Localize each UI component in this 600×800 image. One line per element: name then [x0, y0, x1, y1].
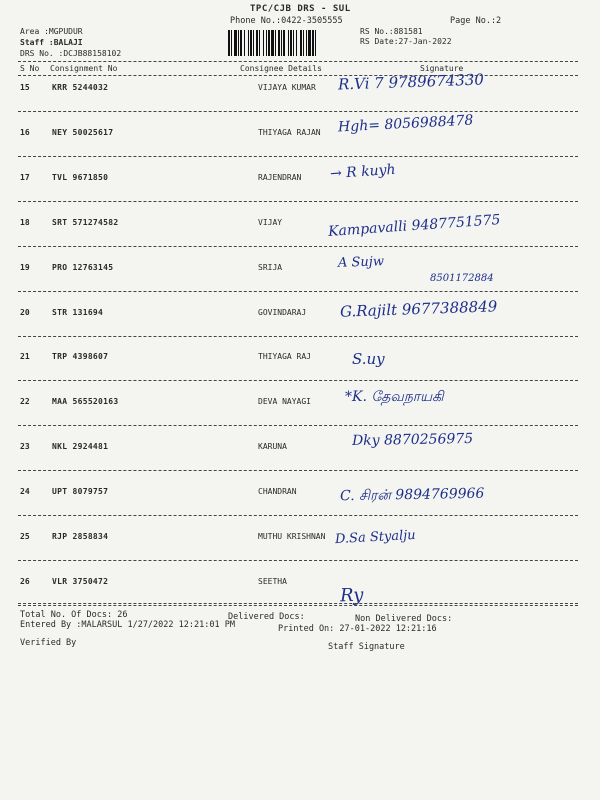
- handwritten-signature: *K. தேவநாயகி: [345, 389, 444, 406]
- divider: [18, 470, 578, 471]
- consignment-number: UPT 8079757: [52, 487, 109, 497]
- table-row: [0, 296, 600, 328]
- column-header-consignee: Consignee Details: [240, 64, 322, 73]
- consignment-number: TRP 4398607: [52, 352, 109, 362]
- serial-number: 18: [20, 217, 30, 227]
- consignment-number: NEY 50025617: [52, 127, 114, 137]
- consignee-name: GOVINDARAJ: [258, 307, 307, 317]
- consignment-number: PRO 12763145: [52, 262, 114, 272]
- verified-by: Verified By: [20, 638, 77, 648]
- divider: [18, 336, 578, 337]
- consignee-name: VIJAY: [258, 217, 283, 227]
- serial-number: 25: [20, 532, 30, 541]
- divider: [18, 156, 578, 157]
- divider: [18, 380, 578, 381]
- serial-number: 17: [20, 172, 30, 182]
- consignee-name: RAJENDRAN: [258, 172, 302, 182]
- table-row: [0, 576, 600, 607]
- handwritten-signature: C. சிரன் 9894769966: [339, 485, 485, 505]
- serial-number: 15: [20, 83, 30, 92]
- consignee-name: SEETHA: [258, 576, 287, 586]
- serial-number: 16: [20, 127, 30, 137]
- consignment-number: STR 131694: [52, 307, 104, 317]
- divider: [18, 246, 578, 247]
- entered-by: Entered By :MALARSUL 1/27/2022 12:21:01 PM: [20, 620, 235, 630]
- handwritten-signature: Kampavalli 9487751575: [327, 211, 501, 240]
- divider: [18, 201, 578, 202]
- consignment-number: RJP 2858834: [52, 532, 109, 541]
- column-header-signature: Signature: [420, 64, 464, 73]
- barcode: [228, 30, 352, 56]
- serial-number: 20: [20, 307, 30, 317]
- page-number: Page No.:2: [450, 16, 502, 26]
- divider: [18, 603, 578, 604]
- handwritten-signature: R.Vi 7 9789674330: [337, 70, 485, 94]
- handwritten-signature: G.Rajilt 9677388849: [339, 296, 498, 321]
- column-header-consignment: Consignment No: [50, 64, 118, 73]
- consignee-name: VIJAYA KUMAR: [258, 83, 316, 92]
- consignment-number: VLR 3750472: [52, 576, 109, 586]
- header-details: [20, 26, 121, 59]
- delivered-docs: Delivered Docs:: [228, 612, 305, 622]
- divider: [18, 560, 578, 561]
- table-row: [0, 253, 600, 284]
- table-row: [0, 389, 600, 417]
- rs-number: RS No.:881581: [360, 27, 423, 36]
- rs-details: [360, 27, 452, 47]
- consignee-name: THIYAGA RAJ: [258, 352, 311, 362]
- consignee-name: THIYAGA RAJAN: [258, 127, 321, 137]
- non-delivered-docs: Non Delivered Docs:: [355, 614, 453, 624]
- handwritten-signature: D.Sa Styalju: [334, 527, 417, 548]
- handwritten-signature: Hgh= 8056988478: [337, 112, 474, 136]
- total-docs: Total No. Of Docs: 26: [20, 610, 128, 620]
- serial-number: 22: [20, 397, 30, 407]
- divider: [18, 291, 578, 292]
- handwritten-signature: A Sujw: [337, 253, 385, 271]
- divider: [18, 425, 578, 426]
- area-label: Area :MGPUDUR: [20, 27, 83, 36]
- consignment-number: MAA 565520163: [52, 397, 119, 407]
- column-header-sno: S No: [20, 64, 40, 73]
- serial-number: 23: [20, 442, 30, 452]
- consignment-number: SRT 571274582: [52, 217, 119, 227]
- consignment-number: NKL 2924481: [52, 442, 109, 452]
- consignee-name: KARUNA: [258, 442, 287, 452]
- phone-number: Phone No.:0422-3505555: [230, 16, 343, 26]
- rs-date: RS Date:27-Jan-2022: [360, 37, 452, 46]
- handwritten-phone: 8501172884: [430, 272, 494, 284]
- divider: [18, 75, 578, 76]
- divider: [18, 605, 578, 606]
- consignee-name: MUTHU KRISHNAN: [258, 532, 326, 541]
- table-row: [0, 527, 600, 552]
- consignee-name: SRIJA: [258, 262, 283, 272]
- divider: [18, 515, 578, 516]
- consignment-number: KRR 5244032: [52, 83, 109, 92]
- document-title: TPC/CJB DRS - SUL: [250, 4, 351, 14]
- table-row: [0, 161, 600, 193]
- table-row: [0, 112, 600, 148]
- divider: [18, 111, 578, 112]
- table-row: [0, 352, 600, 372]
- serial-number: 26: [20, 576, 30, 586]
- table-row: [0, 431, 600, 462]
- consignee-name: DEVA NAYAGI: [258, 397, 311, 407]
- serial-number: 21: [20, 352, 30, 362]
- printed-on: Printed On: 27-01-2022 12:21:16: [278, 624, 437, 634]
- handwritten-signature: Ry: [339, 584, 364, 607]
- table-row: [0, 70, 600, 103]
- drs-number: DRS No. :DCJB88158102: [20, 49, 122, 58]
- serial-number: 19: [20, 262, 30, 272]
- divider: [18, 61, 578, 62]
- table-row: [0, 211, 600, 240]
- table-row: [0, 487, 600, 507]
- handwritten-signature: S.uy: [352, 350, 385, 369]
- consignee-name: CHANDRAN: [258, 487, 297, 497]
- staff-label: Staff :BALAJI: [20, 38, 83, 47]
- handwritten-signature: → R kuyh: [329, 161, 397, 183]
- handwritten-signature: Dky 8870256975: [351, 431, 474, 450]
- serial-number: 24: [20, 487, 30, 497]
- consignment-number: TVL 9671850: [52, 172, 109, 182]
- staff-signature: Staff Signature: [328, 642, 405, 652]
